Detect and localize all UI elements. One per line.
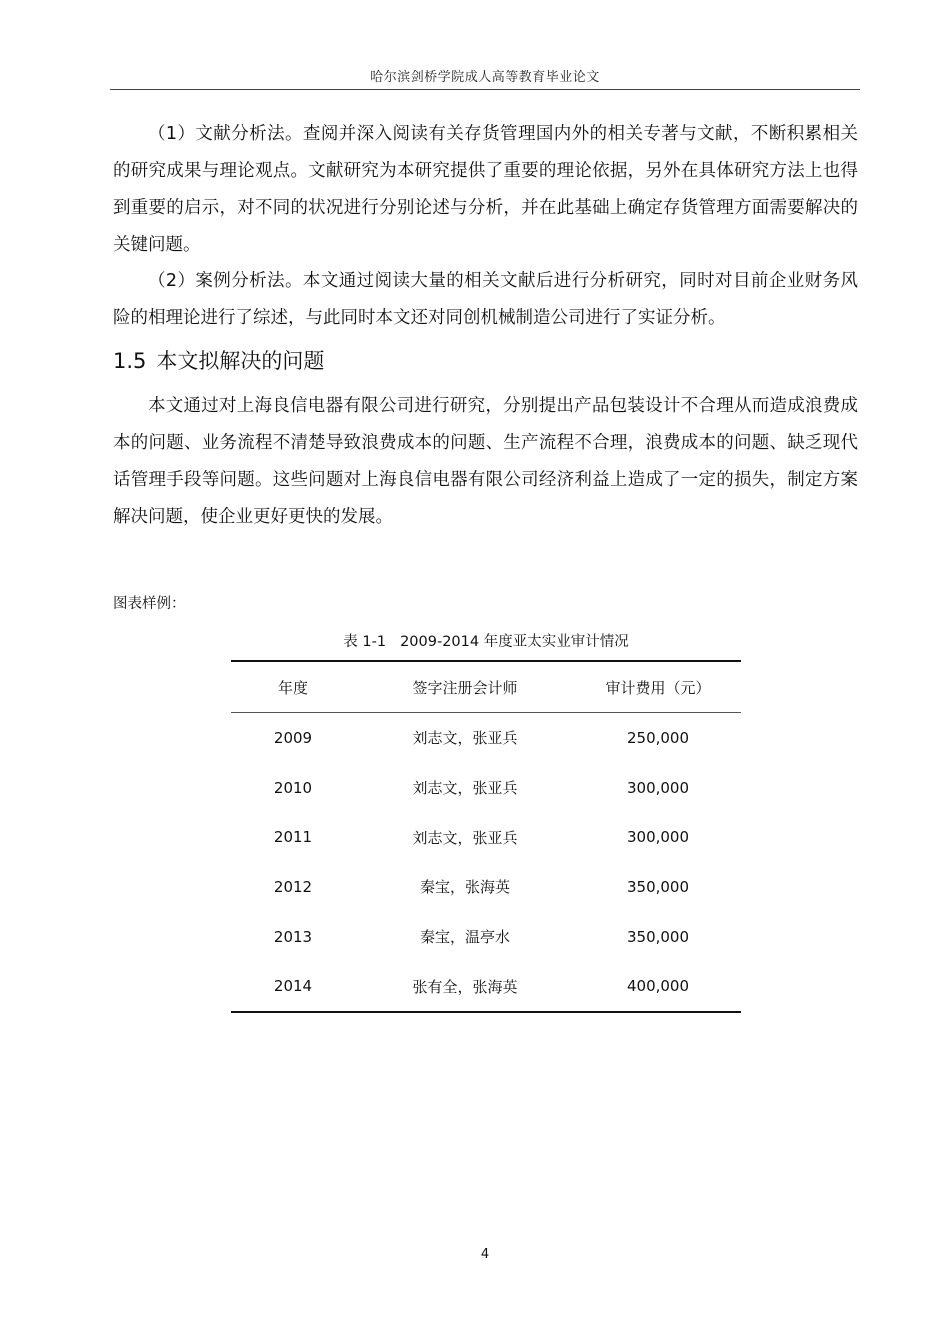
audit-table bbox=[231, 660, 741, 1013]
cell-fee: 300,000 bbox=[626, 828, 690, 847]
header-auditor: 签字注册会计师 bbox=[412, 678, 518, 697]
section-heading bbox=[113, 344, 324, 378]
header-divider bbox=[110, 89, 860, 90]
table-caption-title: 2009-2014 年度亚太实业审计情况 bbox=[400, 634, 629, 650]
cell-year: 2010 bbox=[273, 778, 313, 797]
cell-auditor: 秦宝，张海英 bbox=[419, 878, 510, 897]
cell-auditor: 张有全，张海英 bbox=[412, 977, 518, 996]
cell-year: 2012 bbox=[273, 877, 313, 896]
cell-fee: 350,000 bbox=[626, 927, 690, 946]
page-header-title: 哈尔滨剑桥学院成人高等教育毕业论文 bbox=[370, 70, 600, 85]
header-fee: 审计费用（元） bbox=[605, 678, 711, 697]
cell-year: 2009 bbox=[273, 728, 313, 747]
table-row bbox=[231, 713, 741, 763]
table-row bbox=[231, 812, 741, 862]
cell-auditor: 刘志文，张亚兵 bbox=[412, 779, 518, 798]
table-header-row bbox=[231, 661, 741, 713]
header-year: 年度 bbox=[277, 678, 308, 697]
cell-fee: 350,000 bbox=[626, 877, 690, 896]
table-row bbox=[231, 862, 741, 912]
section-title: 本文拟解决的问题 bbox=[156, 349, 325, 373]
cell-fee: 400,000 bbox=[626, 977, 690, 996]
table-row bbox=[231, 912, 741, 962]
page-number: 4 bbox=[480, 1247, 490, 1262]
cell-fee: 250,000 bbox=[626, 728, 690, 747]
section-number: 1.5 bbox=[113, 349, 147, 373]
sample-label: 图表样例： bbox=[113, 596, 186, 612]
cell-auditor: 秦宝，温亭水 bbox=[419, 928, 510, 947]
paragraph-problems: 本文通过对上海良信电器有限公司进行研究，分别提出产品包装设计不合理从而造成浪费成本的问题、业务流程不清楚导致浪费成本的问题、生产流程不合理，浪费成本的问题、缺乏现代话管理手段等问题。这些问题对上海良信电器有限公司经济利益上造成了一定的损失，制定方案解决问题，使企业更好更快的发展。 bbox=[113, 396, 858, 527]
cell-year: 2011 bbox=[273, 828, 313, 847]
cell-auditor: 刘志文，张亚兵 bbox=[412, 828, 518, 847]
paragraph-case-method: （2）案例分析法。本文通过阅读大量的相关文献后进行分析研究，同时对目前企业财务风险的相理论进行了综述，与此同时本文还对同创机械制造公司进行了实证分析。 bbox=[113, 271, 858, 328]
paragraph-literature-method: （1）文献分析法。查阅并深入阅读有关存货管理国内外的相关专著与文献，不断积累相关的研究成果与理论观点。文献研究为本研究提供了重要的理论依据，另外在具体研究方法上也得到重要的启示，对不同的状况进行分别论述与分析，并在此基础上确定存货管理方面需要解决的关键问题。 bbox=[113, 124, 858, 255]
table-caption-number: 表 1-1 bbox=[343, 634, 387, 650]
cell-year: 2013 bbox=[273, 927, 313, 946]
table-row bbox=[231, 763, 741, 813]
table-row bbox=[231, 961, 741, 1012]
cell-auditor: 刘志文，张亚兵 bbox=[412, 729, 518, 748]
table-caption bbox=[231, 630, 741, 651]
cell-fee: 300,000 bbox=[626, 778, 690, 797]
cell-year: 2014 bbox=[273, 977, 313, 996]
